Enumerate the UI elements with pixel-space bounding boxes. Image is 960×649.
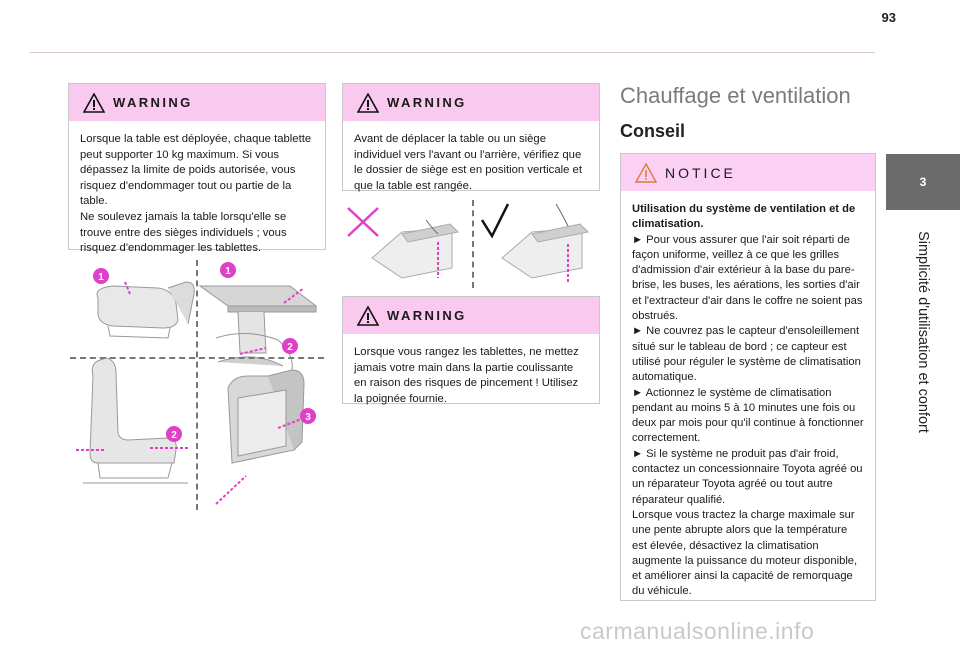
illustration-divider-horizontal (70, 357, 324, 359)
correct-check-icon (482, 204, 508, 236)
warning-text: Lorsque la table est déployée, chaque tablette peut supporter 10 kg maximum. Si vous dépassez la limite de poids autorisée, vous risquez d'endommager tout ou partie de la table. Ne soulevez jamais la table lorsqu'elle se trouve entre des sièges individuels ; vous risquez d'endommager les tablettes. (80, 133, 312, 255)
warning-text: Avant de déplacer la table ou un siège individuel vers l'avant ou l'arrière, vérifiez que le dossier de siège est en position verticale et que la table est rangée. (354, 133, 582, 192)
section-subtitle: Conseil (620, 121, 686, 141)
warning-header (69, 84, 325, 121)
wrong-right-illustration (342, 198, 600, 290)
chapter-title-vertical (904, 212, 942, 452)
notice-triangle-icon (635, 163, 657, 183)
notice-body (621, 191, 875, 610)
warning-text: Lorsque vous rangez les tablettes, ne mettez jamais votre main dans la partie coulissante en raison des risques de pincement ! Utilisez la poignée fournie. (354, 346, 579, 405)
page-number: 93 (881, 10, 896, 25)
warning-box-1 (68, 83, 326, 255)
watermark: carmanualsonline.info (580, 618, 815, 644)
warning-title: WARNING (387, 95, 467, 110)
illustration-divider-vertical (472, 200, 474, 288)
warning-box-2 (342, 83, 600, 191)
callout-label: 1 (225, 266, 231, 277)
notice-header (621, 154, 875, 191)
callout-label: 2 (287, 342, 293, 353)
section-title: Chauffage et ventilation (620, 83, 851, 108)
callout-label: 2 (171, 430, 177, 441)
warning-triangle-icon (357, 306, 379, 326)
warning-box-3 (342, 296, 600, 404)
warning-triangle-icon (83, 93, 105, 113)
chapter-title: Simplicité d'utilisation et confort (915, 231, 931, 433)
warning-title: WARNING (113, 95, 193, 110)
chapter-number: 3 (919, 175, 927, 189)
wrong-cross-icon (348, 208, 378, 236)
notice-lead: Utilisation du système de ventilation et de climatisation. (632, 203, 856, 231)
notice-title: NOTICE (665, 164, 736, 181)
notice-text: ► Pour vous assurer que l'air soit réparti de façon uniforme, veillez à ce que les grilles d'admission d'air extérieur à la base du pare-brise, les buses, les aérations, les sorties d'air et l'extracteur d'air dans le coffre ne soient pas obstrués. ► Ne couvrez pas le capteur d'ensoleillement situé sur le tableau de bord ; ce capteur est utilisé pour réguler le système de climatisation automatique. ► Actionnez le système de climatisation pendant au moins 5 à 10 minutes une fois ou deux par mois pour qu'il continue à fonctionner correctement. ► Si le système ne produit pas d'air froid, contactez un concessionnaire Toyota agréé ou un réparateur Toyota agréé ou tout autre réparateur qualifié. Lorsque vous tractez la charge maximale sur une pente abrupte alors que la température est élevée, désactivez la climatisation augmente la puissance du moteur disponible, et améliorer ainsi la capacité de remorquage du véhicule. (632, 233, 864, 598)
callout-label: 3 (305, 412, 311, 423)
warning-header (343, 84, 599, 121)
warning-triangle-icon (357, 93, 379, 113)
illustration-divider-vertical (196, 260, 198, 510)
warning-header (343, 297, 599, 334)
warning-title: WARNING (387, 308, 467, 323)
chapter-tab[interactable] (886, 154, 960, 210)
notice-box (620, 153, 876, 601)
callout-label: 1 (98, 272, 104, 283)
header-rule (30, 52, 875, 53)
